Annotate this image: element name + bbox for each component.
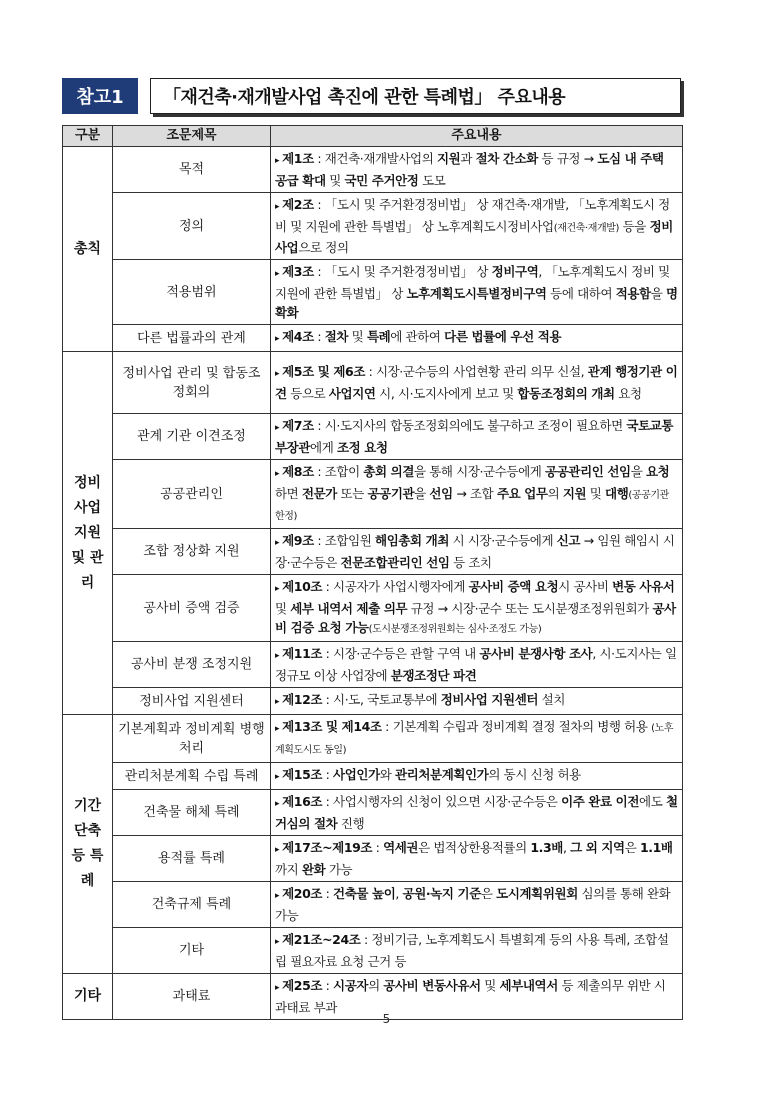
content-text: : 정비기금, 노후계획도시 특별회계 등의 사용 특례, 조합설립 필요자료 요청 근거 등: [275, 932, 669, 969]
content-emphasis: 제9조: [282, 533, 314, 548]
triangle-bullet-icon: ▸: [275, 469, 280, 479]
content-text: 시, 시·도지사에게 보고 및: [375, 386, 518, 401]
content-text: 심의를 통해 완화 가능: [275, 886, 671, 923]
content-emphasis: 국민 주거안정: [344, 173, 419, 188]
content-text: 은: [480, 886, 497, 901]
content-cell: [271, 790, 683, 836]
summary-table: [62, 125, 683, 1020]
content-emphasis: 관리처분계획인가: [395, 767, 489, 782]
content-emphasis: 정비구역: [491, 264, 539, 279]
content-emphasis: 국토교통부장관: [275, 418, 674, 455]
content-emphasis: 공사비 변동사유서: [383, 978, 481, 993]
content-emphasis: 시공자: [333, 978, 369, 993]
content-text: → 조합: [452, 486, 497, 501]
table-row: [63, 325, 683, 352]
page-number: - 5 -: [374, 1012, 399, 1026]
content-text: 에게: [310, 440, 337, 455]
content-emphasis: 도심 내 주택 공급 확대: [275, 151, 664, 188]
content-emphasis: 제7조: [282, 418, 314, 433]
content-cell: [271, 688, 683, 715]
content-emphasis: 제3조: [282, 264, 314, 279]
content-emphasis: 주요 업무: [496, 486, 548, 501]
content-text: 요청: [614, 386, 642, 401]
header-article: 조문제목: [113, 126, 271, 147]
triangle-bullet-icon: ▸: [275, 538, 280, 548]
content-text: : 「도시 및 주거환경정비법」 상 재건축·재개발, 「노후계획도시 정비 및 지원에 관한 특별법」 상 노후계획도시정비사업: [275, 197, 670, 234]
content-text: 규정 → 시장·군수 또는 도시분쟁조정위원회가: [407, 601, 653, 616]
content-text: : 시·도지사의 합동조정회의에도 불구하고 조정이 필요하면: [313, 418, 627, 433]
table-row: [63, 928, 683, 974]
triangle-bullet-icon: ▸: [275, 334, 280, 344]
content-cell: [271, 715, 683, 763]
content-text: 등으로: [286, 386, 329, 401]
content-text: 등 규정 →: [537, 151, 598, 166]
triangle-bullet-icon: ▸: [275, 845, 280, 855]
content-emphasis: 제10조: [282, 579, 323, 594]
table-row: [63, 688, 683, 715]
content-emphasis: 공공관리인 선임: [545, 464, 631, 479]
article-title-cell: 용적률 특례: [113, 836, 271, 882]
article-title-cell: 기본계획과 정비계획 병행 처리: [113, 715, 271, 763]
content-text: : 시장·군수등의 사업현황 관리 의무 신설,: [365, 364, 588, 379]
article-title-cell: 적용범위: [113, 260, 271, 325]
category-cell: 정비 사업 지원 및 관리: [63, 352, 113, 715]
content-text: 시 시장·군수등에게: [449, 533, 557, 548]
triangle-bullet-icon: ▸: [275, 156, 280, 166]
content-text: 등에 대하여: [546, 286, 616, 301]
table-row: [63, 352, 683, 414]
content-emphasis: 해임총회 개최: [375, 533, 450, 548]
content-text: 및: [325, 173, 345, 188]
content-emphasis: 1.1배: [639, 840, 673, 855]
content-text: 와: [379, 767, 395, 782]
table-row: [63, 715, 683, 763]
article-title-cell: 관리처분계획 수립 특례: [113, 763, 271, 790]
article-title-cell: 과태료: [113, 974, 271, 1020]
header-category: 구분: [63, 126, 113, 147]
triangle-bullet-icon: ▸: [275, 697, 280, 707]
content-text: 의: [547, 486, 563, 501]
content-text: 등 제출의무 위반 시 과태료 부과: [275, 978, 666, 1015]
content-emphasis: 전문조합관리인 선임: [340, 555, 450, 570]
content-emphasis: 분쟁조정단 파견: [390, 668, 477, 683]
content-emphasis: 요청: [645, 464, 670, 479]
content-emphasis: 제15조: [282, 767, 323, 782]
content-cell: [271, 575, 683, 642]
content-cell: [271, 836, 683, 882]
content-emphasis: 공사비 증액 요청: [468, 579, 559, 594]
content-emphasis: 제25조: [282, 978, 323, 993]
content-cell: [271, 414, 683, 460]
table-row: [63, 790, 683, 836]
content-text: 과: [460, 151, 476, 166]
content-text: 을: [414, 486, 430, 501]
content-text: :: [322, 886, 334, 901]
content-cell: [271, 928, 683, 974]
table-row: [63, 642, 683, 688]
content-text: 및: [586, 486, 606, 501]
table-row: [63, 193, 683, 260]
content-emphasis: 역세권: [383, 840, 419, 855]
content-text: : 기본계획 수립과 정비계획 결정 절차의 병행 허용: [381, 719, 652, 734]
content-emphasis: 정비사업 지원센터: [440, 692, 539, 707]
article-title-cell: 건축규제 특례: [113, 882, 271, 928]
triangle-bullet-icon: ▸: [275, 983, 280, 993]
content-emphasis: 절차: [324, 329, 349, 344]
content-text: 의: [368, 978, 384, 993]
article-title-cell: 공공관리인: [113, 460, 271, 529]
table-row: [63, 414, 683, 460]
content-cell: [271, 193, 683, 260]
content-text: :: [322, 767, 334, 782]
content-text: (공공기관 한정): [275, 490, 669, 522]
content-text: 시 공사비: [558, 579, 613, 594]
content-emphasis: 도시계획위원회: [496, 886, 578, 901]
content-text: 및: [348, 329, 367, 344]
category-cell: 총칙: [63, 147, 113, 352]
content-text: → 임원 해임시 시장·군수등은: [275, 533, 675, 570]
content-text: : 시·도, 국토교통부에: [322, 692, 441, 707]
content-emphasis: 이주 완료 이전: [561, 794, 640, 809]
content-emphasis: 제17조~제19조: [282, 840, 373, 855]
table-row: [63, 575, 683, 642]
content-text: 및: [480, 978, 500, 993]
table-row: [63, 260, 683, 325]
content-emphasis: 건축물 높이: [333, 886, 396, 901]
content-text: : 시장·군수등은 관할 구역 내: [322, 646, 480, 661]
content-emphasis: 대행: [605, 486, 629, 501]
content-cell: [271, 460, 683, 529]
triangle-bullet-icon: ▸: [275, 423, 280, 433]
category-cell: 기간 단축 등 특례: [63, 715, 113, 974]
article-title-cell: 조합 정상화 지원: [113, 529, 271, 575]
article-title-cell: 정비사업 관리 및 합동조정회의: [113, 352, 271, 414]
content-emphasis: 명확화: [275, 286, 678, 320]
article-title-cell: 공사비 분쟁 조정지원: [113, 642, 271, 688]
triangle-bullet-icon: ▸: [275, 369, 280, 379]
content-text: : 재건축·재개발사업의: [313, 151, 437, 166]
content-emphasis: 제21조~24조: [282, 932, 361, 947]
title-row: [62, 78, 681, 114]
table-row: [63, 763, 683, 790]
content-text: (노후계획도시도 동일): [275, 723, 674, 756]
content-cell: [271, 642, 683, 688]
content-text: :: [313, 329, 325, 344]
content-emphasis: 제2조: [282, 197, 314, 212]
article-title-cell: 관계 기관 이견조정: [113, 414, 271, 460]
header-content: 주요내용: [271, 126, 683, 147]
content-emphasis: 제8조: [282, 464, 314, 479]
content-emphasis: 정비사업: [275, 219, 673, 255]
content-text: 을: [630, 464, 646, 479]
content-text: 으로 정의: [298, 240, 349, 255]
content-text: : 조합이: [313, 464, 364, 479]
content-text: 을 통해 시장·군수등에게: [414, 464, 546, 479]
table-row: [63, 836, 683, 882]
content-text: (도시분쟁조정위원회는 심사·조정도 가능): [368, 624, 542, 635]
content-text: 은 법적상한용적률의: [418, 840, 531, 855]
article-title-cell: 정비사업 지원센터: [113, 688, 271, 715]
article-title-cell: 다른 법률과의 관계: [113, 325, 271, 352]
content-emphasis: 제4조: [282, 329, 314, 344]
triangle-bullet-icon: ▸: [275, 202, 280, 212]
content-emphasis: 변동 사유서: [612, 579, 675, 594]
content-text: 및: [275, 601, 291, 616]
content-text: 에 관하여: [390, 329, 445, 344]
content-emphasis: 제16조: [282, 794, 323, 809]
content-text: 의 동시 신청 허용: [488, 767, 581, 782]
content-emphasis: 선임: [429, 486, 453, 501]
article-title-cell: 건축물 해체 특례: [113, 790, 271, 836]
content-emphasis: 제13조 및 제14조: [282, 719, 382, 734]
content-text: , 시·도지사는 일정규모 이상 사업장에: [275, 646, 677, 683]
content-emphasis: 1.3배: [530, 840, 563, 855]
content-cell: [271, 325, 683, 352]
content-text: :: [322, 978, 334, 993]
content-cell: [271, 882, 683, 928]
content-emphasis: 다른 법률에 우선 적용: [444, 329, 562, 344]
content-text: 설치: [538, 692, 566, 707]
triangle-bullet-icon: ▸: [275, 584, 280, 594]
content-emphasis: 완화: [301, 862, 326, 877]
triangle-bullet-icon: ▸: [275, 772, 280, 782]
triangle-bullet-icon: ▸: [275, 269, 280, 279]
content-emphasis: 전문가: [301, 486, 337, 501]
content-text: : 조합임원: [313, 533, 376, 548]
table-row: [63, 529, 683, 575]
content-emphasis: 합동조정회의 개최: [517, 386, 615, 401]
content-text: 하면: [275, 486, 302, 501]
triangle-bullet-icon: ▸: [275, 799, 280, 809]
content-emphasis: 공원·녹지 기준: [402, 886, 481, 901]
content-text: 도모: [418, 173, 446, 188]
content-emphasis: 노후계획도시특별정비구역: [406, 286, 547, 301]
content-text: (재건축·재개발): [553, 223, 620, 234]
content-emphasis: 철거심의 절차: [275, 794, 678, 831]
content-text: :: [372, 840, 384, 855]
content-emphasis: 제11조: [282, 646, 323, 661]
content-emphasis: 절차 간소화: [475, 151, 538, 166]
table-header-row: [63, 126, 683, 147]
content-text: ,: [562, 840, 571, 855]
content-cell: [271, 352, 683, 414]
content-text: 진행: [337, 816, 365, 831]
content-emphasis: 공공기관: [367, 486, 415, 501]
content-cell: [271, 260, 683, 325]
content-emphasis: 그 외 지역: [570, 840, 625, 855]
content-cell: [271, 763, 683, 790]
content-text: : 사업시행자의 신청이 있으면 시장·군수등은: [322, 794, 562, 809]
content-text: 등을: [619, 219, 650, 234]
content-emphasis: 조정 요청: [336, 440, 388, 455]
triangle-bullet-icon: ▸: [275, 937, 280, 947]
triangle-bullet-icon: ▸: [275, 724, 280, 734]
content-text: : 시공자가 사업시행자에게: [322, 579, 469, 594]
content-text: 까지: [275, 862, 302, 877]
article-title-cell: 정의: [113, 193, 271, 260]
content-emphasis: 총회 의결: [363, 464, 414, 479]
content-emphasis: 세부 내역서 제출 의무: [290, 601, 408, 616]
content-text: 등 조치: [449, 555, 492, 570]
content-text: 또는: [336, 486, 368, 501]
content-emphasis: 관계 행정기관 이견: [275, 364, 678, 401]
article-title-cell: 기타: [113, 928, 271, 974]
content-emphasis: 제1조: [282, 151, 314, 166]
content-text: 은: [624, 840, 640, 855]
content-emphasis: 사업인가: [333, 767, 380, 782]
reference-badge: 참고1: [62, 78, 138, 114]
content-cell: [271, 147, 683, 193]
category-cell: 기타: [63, 974, 113, 1020]
content-emphasis: 지원: [436, 151, 461, 166]
content-emphasis: 제20조: [282, 886, 323, 901]
table-row: [63, 882, 683, 928]
table-body: [63, 147, 683, 1020]
content-emphasis: 지원: [562, 486, 587, 501]
article-title-cell: 공사비 증액 검증: [113, 575, 271, 642]
content-text: , 「노후계획도시 정비 및 지원에 관한 특별법」 상: [275, 264, 670, 301]
content-emphasis: 제12조: [282, 692, 323, 707]
content-emphasis: 공사비 검증 요청 가능: [275, 601, 676, 635]
content-emphasis: 신고: [556, 533, 581, 548]
table-row: [63, 147, 683, 193]
content-text: : 「도시 및 주거환경정비법」 상: [313, 264, 492, 279]
content-text: 가능: [325, 862, 353, 877]
content-cell: [271, 529, 683, 575]
content-text: 을: [650, 286, 666, 301]
article-title-cell: 목적: [113, 147, 271, 193]
table-row: [63, 460, 683, 529]
content-text: ,: [395, 886, 403, 901]
content-emphasis: 세부내역서: [499, 978, 558, 993]
content-emphasis: 적용함: [615, 286, 651, 301]
triangle-bullet-icon: ▸: [275, 891, 280, 901]
content-emphasis: 공사비 분쟁사항 조사: [479, 646, 593, 661]
content-emphasis: 사업지연: [328, 386, 376, 401]
content-emphasis: 특례: [366, 329, 391, 344]
triangle-bullet-icon: ▸: [275, 651, 280, 661]
content-emphasis: 제5조 및 제6조: [282, 364, 365, 379]
content-text: 에도: [639, 794, 666, 809]
document-title: 「재건축·재개발사업 촉진에 관한 특례법」 주요내용: [150, 78, 681, 114]
